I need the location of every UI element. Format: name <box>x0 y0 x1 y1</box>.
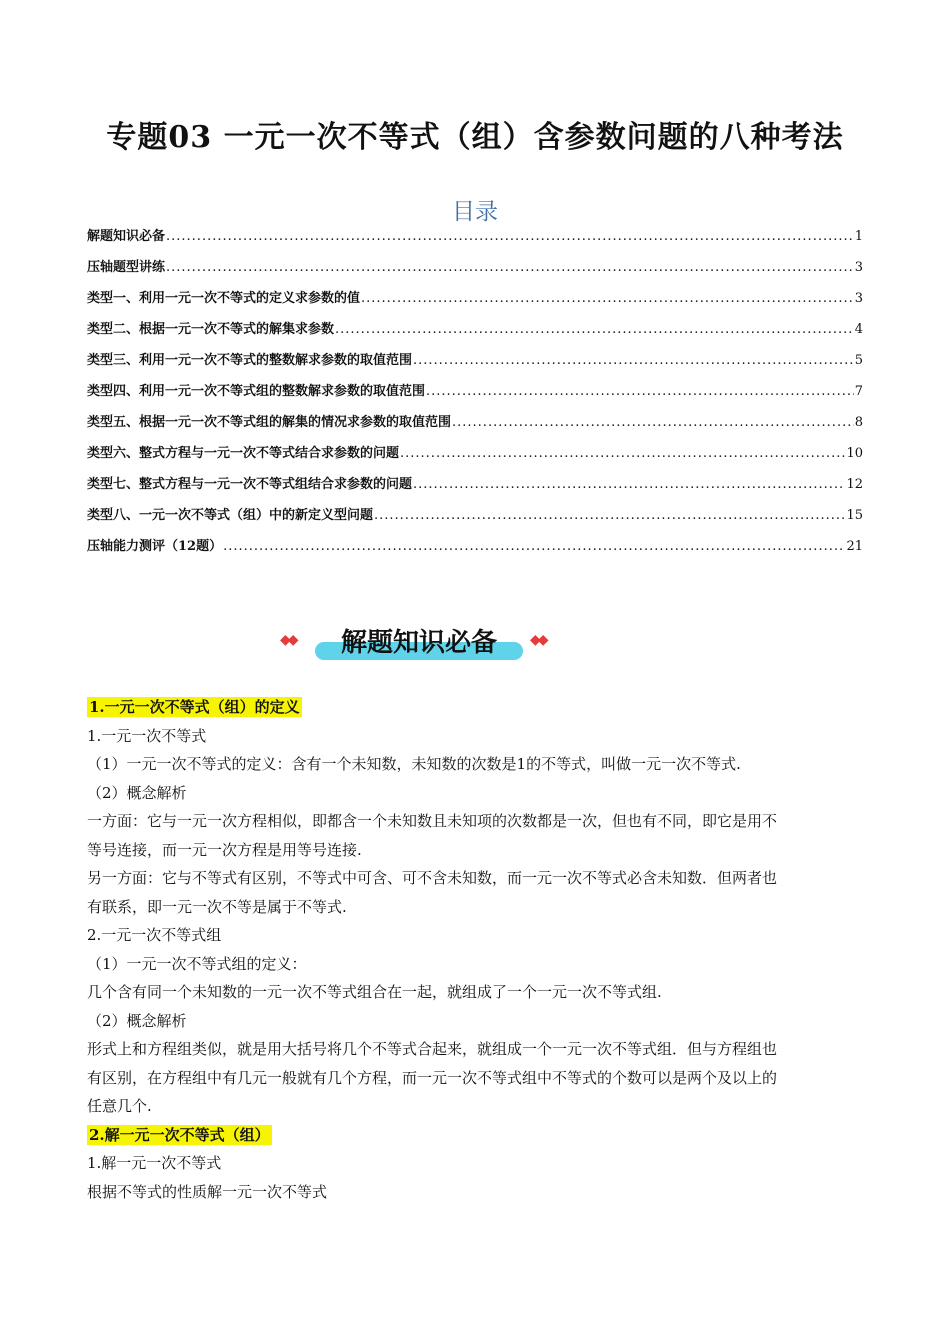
toc-item[interactable] <box>87 287 863 318</box>
toc-item-label: 类型二、根据一元一次不等式的解集求参数 <box>87 322 335 337</box>
toc-item-label: 压轴题型讲练 <box>87 260 166 275</box>
toc-item-page: 12 <box>846 477 863 492</box>
toc-leader-dots <box>426 384 854 399</box>
toc-item-label: 类型六、整式方程与一元一次不等式结合求参数的问题 <box>87 446 400 461</box>
toc-item-label: 解题知识必备 <box>87 229 166 244</box>
toc-item-page: 21 <box>846 539 863 554</box>
paragraph-line: 任意几个. <box>87 1097 152 1115</box>
toc-leader-dots <box>166 229 854 244</box>
toc-item-label: 类型八、一元一次不等式（组）中的新定义型问题 <box>87 508 374 523</box>
section-banner <box>275 620 575 666</box>
paragraph-line: （1）一元一次不等式组的定义： <box>87 954 307 973</box>
toc-item[interactable] <box>87 411 863 442</box>
paragraph-line: 1.解一元一次不等式 <box>87 1154 222 1172</box>
toc-item-page: 7 <box>854 384 863 399</box>
toc-item[interactable] <box>87 442 863 473</box>
paragraph-line: 另一方面：它与不等式有区别，不等式中可含、可不含未知数，而一元一次不等式必含未知数．但两者也 <box>87 869 778 887</box>
toc-item-label: 类型七、整式方程与一元一次不等式组结合求参数的问题 <box>87 477 413 492</box>
paragraph-line: 有联系，即一元一次不等是属于不等式. <box>87 897 347 916</box>
paragraph-line: 1.一元一次不等式 <box>87 726 207 745</box>
toc-heading: 目录 <box>452 199 498 225</box>
paragraph-line: 2.一元一次不等式组 <box>87 926 222 944</box>
toc-item[interactable] <box>87 349 863 380</box>
toc-leader-dots <box>452 415 854 430</box>
section-heading: 1.一元一次不等式（组）的定义 <box>89 698 300 716</box>
banner-label: 解题知识必备 <box>340 628 497 658</box>
toc-item-page: 5 <box>854 353 863 368</box>
toc-item-label: 类型五、根据一元一次不等式组的解集的情况求参数的取值范围 <box>87 415 452 430</box>
paragraph-line: （2）概念解析 <box>87 1011 187 1030</box>
toc-item-page: 3 <box>854 291 863 306</box>
diamond-icon: ◆◆ <box>530 632 546 648</box>
toc-leader-dots <box>413 353 854 368</box>
toc-item-page: 15 <box>846 508 863 523</box>
paragraph-line: 一方面：它与一元一次方程相似，即都含一个未知数且未知项的次数都是一次，但也有不同，即它是用不 <box>87 812 778 830</box>
toc-item-label: 类型四、利用一元一次不等式组的整数解求参数的取值范围 <box>87 384 426 399</box>
toc-leader-dots <box>166 260 854 275</box>
toc-item[interactable] <box>87 225 863 256</box>
toc-leader-dots <box>374 508 845 523</box>
toc-item[interactable] <box>87 380 863 411</box>
section-heading: 2.解一元一次不等式（组） <box>89 1125 270 1144</box>
document-body <box>87 693 863 1206</box>
paragraph-line: 几个含有同一个未知数的一元一次不等式组合在一起，就组成了一个一元一次不等式组. <box>87 983 662 1001</box>
toc-item[interactable] <box>87 535 863 566</box>
toc-leader-dots <box>335 322 854 337</box>
paragraph-line: （1）一元一次不等式的定义：含有一个未知数，未知数的次数是1的不等式，叫做一元一次不等式. <box>87 755 741 773</box>
toc-item[interactable] <box>87 318 863 349</box>
toc-leader-dots <box>361 291 854 306</box>
paragraph-line: （2）概念解析 <box>87 783 187 802</box>
toc-item[interactable] <box>87 504 863 535</box>
toc-item-label: 压轴能力测评（12题） <box>87 539 223 554</box>
toc-item-page: 4 <box>854 322 863 337</box>
document-title: 专题03 一元一次不等式（组）含参数问题的八种考法 <box>106 120 844 155</box>
toc-item-page: 10 <box>846 446 863 461</box>
paragraph-line: 形式上和方程组类似，就是用大括号将几个不等式合起来，就组成一个一元一次不等式组．但与方程组也 <box>87 1040 778 1058</box>
diamond-icon: ◆◆ <box>280 632 296 648</box>
toc-leader-dots <box>413 477 845 492</box>
toc-item-page: 1 <box>854 229 863 244</box>
toc-leader-dots <box>223 539 845 554</box>
toc-item-page: 3 <box>854 260 863 275</box>
paragraph-line: 等号连接，而一元一次方程是用等号连接. <box>87 840 362 859</box>
toc-item-label: 类型三、利用一元一次不等式的整数解求参数的取值范围 <box>87 353 413 368</box>
toc-leader-dots <box>400 446 845 461</box>
toc-item[interactable] <box>87 256 863 287</box>
toc-item-page: 8 <box>854 415 863 430</box>
paragraph-line: 有区别，在方程组中有几元一般就有几个方程，而一元一次不等式组中不等式的个数可以是两个及以上的 <box>87 1068 778 1087</box>
toc-item[interactable] <box>87 473 863 504</box>
paragraph-line: 根据不等式的性质解一元一次不等式 <box>87 1182 328 1201</box>
toc-item-label: 类型一、利用一元一次不等式的定义求参数的值 <box>87 291 361 306</box>
table-of-contents <box>87 225 863 566</box>
